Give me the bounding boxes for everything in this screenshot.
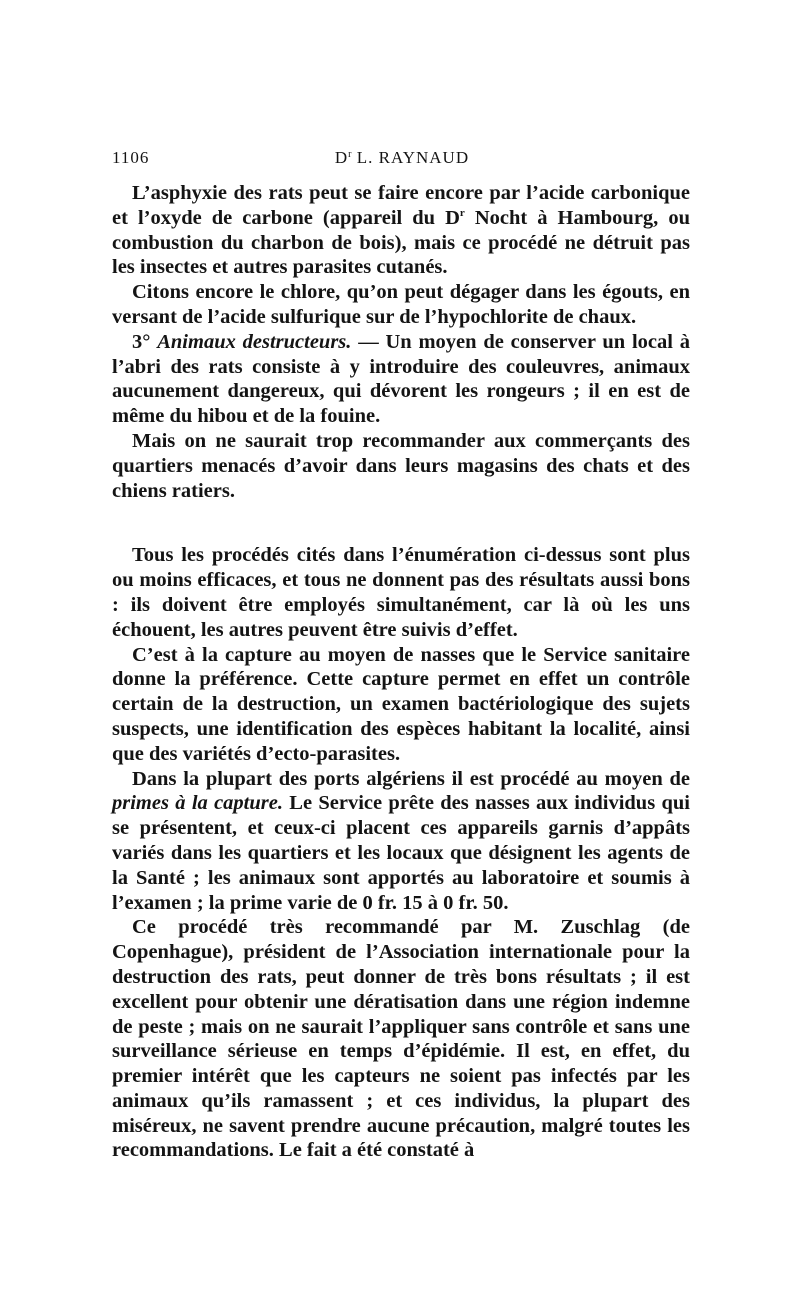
author-prefix: D [334, 148, 349, 167]
paragraph-text: — Un moyen de conserver un local à l’abri des rats consiste à y introduire des couleuvres, animaux aucunement dangereux, qui dévorent les rongeurs ; il en est de même du hibou et de la fouine. [112, 330, 690, 428]
running-head [112, 148, 692, 168]
body-text [112, 181, 690, 1163]
paragraph-asphyxie [112, 181, 690, 280]
paragraph-text: Nocht à Hambourg, ou combustion du charbon de bois), mais ce procédé ne détruit pas les insectes et autres parasites cutanés. [112, 206, 690, 279]
page-number: 1106 [112, 148, 150, 167]
paragraph-text: Dans la plupart des ports algériens il est procédé au moyen de [132, 767, 690, 790]
paragraph-primes [112, 767, 690, 916]
paragraph-text: L’asphyxie des rats peut se faire encore par l’acide carbonique et l’oxyde de carbone (appareil du D [112, 182, 690, 229]
paragraph-chlore: Citons encore le chlore, qu’on peut dégager dans les égouts, en versant de l’acide sulfurique sur de l’hypochlorite de chaux. [112, 281, 690, 328]
emphasis: primes à la capture. [112, 792, 283, 815]
paragraph-capture: C’est à la capture au moyen de nasses que le Service sanitaire donne la préférence. Cette capture permet en effet un contrôle certain de la destruction, un examen bactériologique des sujets suspects, une identification des espèces habitant la localité, ainsi que des variétés d’ecto-parasites. [112, 643, 690, 765]
section-number: 3° [132, 330, 158, 353]
paragraph-procedes: Tous les procédés cités dans l’énumération ci-dessus sont plus ou moins efficaces, et tous ne donnent pas des résultats aussi bons : ils doivent être employés simultanément, car là où les uns échouent, les autres peuvent être suivis d’effet. [112, 544, 690, 641]
superscript: r [459, 206, 465, 219]
paragraph-text: Le Service prête des nasses aux individus qui se présentent, et ceux-ci placent ces appareils garnis d’appâts variés dans les quartiers et les locaux que désignent les agents de la Santé ; les animaux sont apportés au laboratoire et soumis à l’examen ; la prime varie de 0 fr. 15 à 0 fr. 50. [112, 792, 690, 914]
paragraph-chats: Mais on ne saurait trop recommander aux commerçants des quartiers menacés d’avoir dans leurs magasins des chats et des chiens ratiers. [112, 429, 690, 502]
section-title: Animaux destructeurs. [157, 330, 352, 353]
author-sup: r [348, 149, 352, 160]
paragraph-animaux [112, 330, 690, 429]
paragraph-zuschlag: Ce procédé très recommandé par M. Zuschlag (de Copenhague), président de l’Association internationale pour la destruction des rats, peut donner de très bons résultats ; il est excellent pour obtenir une dératisation dans une région indemne de peste ; mais on ne saurait l’appliquer sans contrôle et sans une surveillance sérieuse en temps d’épidémie. Il est, en effet, du premier intérêt que les capteurs ne soient pas infectés par les animaux qu’ils ramassent ; et ces individus, la plupart des miséreux, ne savent prendre aucune précaution, malgré toutes les recommandations. Le fait a été constaté à [112, 916, 690, 1162]
page-header [112, 148, 692, 172]
author-name: L. RAYNAUD [356, 148, 470, 167]
